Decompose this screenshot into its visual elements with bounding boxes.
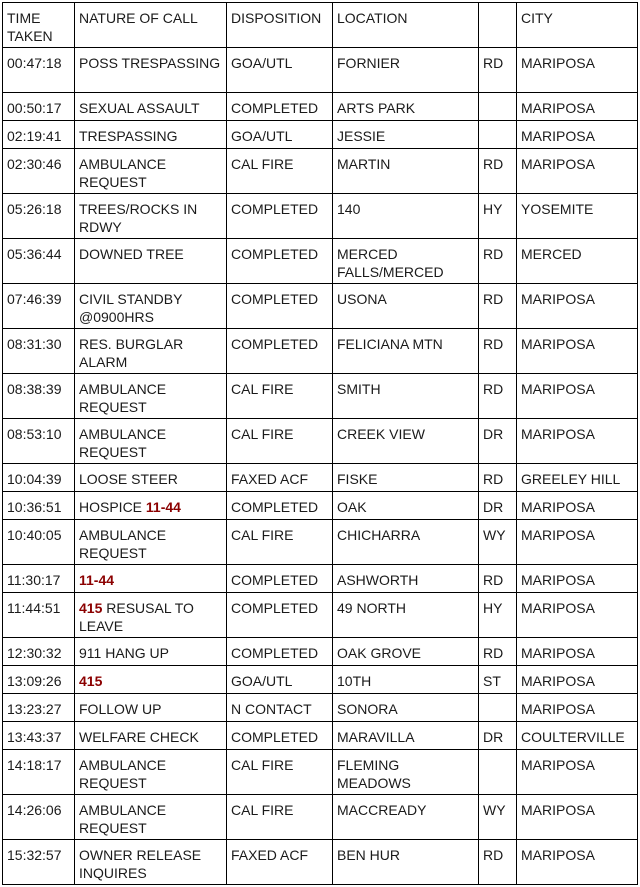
cell-suffix <box>479 694 517 722</box>
cell-city: MARIPOSA <box>517 492 638 520</box>
table-row <box>3 464 638 492</box>
header-time: TIME TAKEN <box>3 3 75 48</box>
cell-city: MARIPOSA <box>517 93 638 121</box>
cell-city: MARIPOSA <box>517 840 638 885</box>
cell-city: GREELEY HILL <box>517 464 638 492</box>
cell-nature: FOLLOW UP <box>75 694 227 722</box>
cell-time: 10:04:39 <box>3 464 75 492</box>
cell-city: MARIPOSA <box>517 121 638 149</box>
call-rows <box>3 48 638 885</box>
cell-location: SMITH <box>333 374 479 419</box>
cell-location: MACCREADY <box>333 795 479 840</box>
cell-time: 14:18:17 <box>3 750 75 795</box>
cell-time: 11:30:17 <box>3 565 75 593</box>
table-row <box>3 329 638 374</box>
cell-suffix: RD <box>479 149 517 194</box>
cell-nature: DOWNED TREE <box>75 239 227 284</box>
cell-suffix: RD <box>479 239 517 284</box>
cell-disposition: GOA/UTL <box>227 666 333 694</box>
cell-nature <box>75 492 227 520</box>
cell-nature <box>75 593 227 638</box>
table-row <box>3 638 638 666</box>
cell-suffix: WY <box>479 520 517 565</box>
cell-disposition: FAXED ACF <box>227 464 333 492</box>
header-city: CITY <box>517 3 638 48</box>
table-row <box>3 593 638 638</box>
cell-location: BEN HUR <box>333 840 479 885</box>
table-row <box>3 565 638 593</box>
cell-time: 10:36:51 <box>3 492 75 520</box>
cell-disposition: CAL FIRE <box>227 149 333 194</box>
cell-location: JESSIE <box>333 121 479 149</box>
cell-location: ARTS PARK <box>333 93 479 121</box>
cell-suffix: WY <box>479 795 517 840</box>
cell-disposition: COMPLETED <box>227 492 333 520</box>
cell-city: MARIPOSA <box>517 374 638 419</box>
cell-suffix <box>479 750 517 795</box>
cell-time: 00:50:17 <box>3 93 75 121</box>
cell-suffix: RD <box>479 48 517 93</box>
cell-suffix: HY <box>479 593 517 638</box>
cell-suffix: RD <box>479 565 517 593</box>
cell-location: ASHWORTH <box>333 565 479 593</box>
cell-city: MARIPOSA <box>517 149 638 194</box>
cell-nature: 911 HANG UP <box>75 638 227 666</box>
table-row <box>3 722 638 750</box>
cell-time: 13:09:26 <box>3 666 75 694</box>
cell-disposition: COMPLETED <box>227 329 333 374</box>
cell-nature: CIVIL STANDBY @0900HRS <box>75 284 227 329</box>
table-row <box>3 121 638 149</box>
cell-city: MARIPOSA <box>517 329 638 374</box>
cell-nature: AMBULANCE REQUEST <box>75 520 227 565</box>
table-row <box>3 795 638 840</box>
cell-nature: RES. BURGLAR ALARM <box>75 329 227 374</box>
cell-nature: AMBULANCE REQUEST <box>75 374 227 419</box>
cell-disposition: N CONTACT <box>227 694 333 722</box>
cell-nature: POSS TRESPASSING <box>75 48 227 93</box>
call-code: 11-44 <box>79 572 115 588</box>
cell-location: SONORA <box>333 694 479 722</box>
table-row <box>3 492 638 520</box>
cell-time: 05:26:18 <box>3 194 75 239</box>
cell-time: 15:32:57 <box>3 840 75 885</box>
cell-disposition: COMPLETED <box>227 239 333 284</box>
table-row <box>3 419 638 464</box>
cell-city: MARIPOSA <box>517 694 638 722</box>
cell-time: 12:30:32 <box>3 638 75 666</box>
cell-time: 11:44:51 <box>3 593 75 638</box>
cell-suffix: RD <box>479 840 517 885</box>
call-code: 11-44 <box>145 499 181 515</box>
table-row <box>3 239 638 284</box>
call-log-table <box>2 2 638 885</box>
cell-disposition: CAL FIRE <box>227 374 333 419</box>
cell-city: MARIPOSA <box>517 666 638 694</box>
cell-location: OAK GROVE <box>333 638 479 666</box>
table-row <box>3 694 638 722</box>
header-location: LOCATION <box>333 3 479 48</box>
cell-city: MARIPOSA <box>517 419 638 464</box>
cell-disposition: CAL FIRE <box>227 795 333 840</box>
cell-city: MARIPOSA <box>517 638 638 666</box>
cell-nature: TRESPASSING <box>75 121 227 149</box>
cell-time: 08:38:39 <box>3 374 75 419</box>
cell-location: CHICHARRA <box>333 520 479 565</box>
cell-suffix: ST <box>479 666 517 694</box>
cell-disposition: CAL FIRE <box>227 419 333 464</box>
cell-nature: TREES/ROCKS IN RDWY <box>75 194 227 239</box>
header-disposition: DISPOSITION <box>227 3 333 48</box>
cell-nature: OWNER RELEASE INQUIRES <box>75 840 227 885</box>
cell-time: 10:40:05 <box>3 520 75 565</box>
table-row <box>3 284 638 329</box>
call-code: 415 <box>79 600 103 616</box>
cell-city: MARIPOSA <box>517 48 638 93</box>
table-row <box>3 149 638 194</box>
cell-disposition: COMPLETED <box>227 722 333 750</box>
cell-city: MARIPOSA <box>517 520 638 565</box>
cell-suffix <box>479 93 517 121</box>
cell-city: MARIPOSA <box>517 284 638 329</box>
cell-disposition: GOA/UTL <box>227 48 333 93</box>
cell-disposition: COMPLETED <box>227 194 333 239</box>
cell-location: FORNIER <box>333 48 479 93</box>
cell-time: 05:36:44 <box>3 239 75 284</box>
cell-suffix <box>479 121 517 149</box>
table-row <box>3 520 638 565</box>
cell-time: 08:31:30 <box>3 329 75 374</box>
cell-nature: WELFARE CHECK <box>75 722 227 750</box>
nature-text: HOSPICE <box>79 499 146 515</box>
table-row <box>3 840 638 885</box>
table-row <box>3 194 638 239</box>
cell-city: MERCED <box>517 239 638 284</box>
cell-location: FLEMING MEADOWS <box>333 750 479 795</box>
cell-suffix: RD <box>479 284 517 329</box>
cell-time: 08:53:10 <box>3 419 75 464</box>
cell-suffix: DR <box>479 722 517 750</box>
cell-time: 00:47:18 <box>3 48 75 93</box>
nature-text: RESUSAL TO LEAVE <box>79 600 198 634</box>
cell-suffix: RD <box>479 329 517 374</box>
cell-disposition: FAXED ACF <box>227 840 333 885</box>
cell-time: 13:43:37 <box>3 722 75 750</box>
cell-location: 10TH <box>333 666 479 694</box>
cell-city: COULTERVILLE <box>517 722 638 750</box>
cell-city: MARIPOSA <box>517 565 638 593</box>
cell-disposition: COMPLETED <box>227 93 333 121</box>
cell-location: FISKE <box>333 464 479 492</box>
cell-location: MERCED FALLS/MERCED <box>333 239 479 284</box>
cell-disposition: COMPLETED <box>227 284 333 329</box>
header-suffix <box>479 3 517 48</box>
cell-suffix: DR <box>479 492 517 520</box>
cell-disposition: COMPLETED <box>227 638 333 666</box>
cell-suffix: RD <box>479 638 517 666</box>
cell-time: 07:46:39 <box>3 284 75 329</box>
cell-nature: AMBULANCE REQUEST <box>75 149 227 194</box>
table-row <box>3 93 638 121</box>
cell-suffix: HY <box>479 194 517 239</box>
cell-nature: AMBULANCE REQUEST <box>75 419 227 464</box>
cell-location: OAK <box>333 492 479 520</box>
cell-time: 13:23:27 <box>3 694 75 722</box>
cell-time: 02:30:46 <box>3 149 75 194</box>
cell-time: 14:26:06 <box>3 795 75 840</box>
table-row <box>3 374 638 419</box>
cell-time: 02:19:41 <box>3 121 75 149</box>
cell-nature: AMBULANCE REQUEST <box>75 750 227 795</box>
cell-location: MARAVILLA <box>333 722 479 750</box>
cell-nature: LOOSE STEER <box>75 464 227 492</box>
cell-disposition: COMPLETED <box>227 593 333 638</box>
cell-location: 140 <box>333 194 479 239</box>
cell-city: MARIPOSA <box>517 795 638 840</box>
cell-nature: SEXUAL ASSAULT <box>75 93 227 121</box>
cell-city: YOSEMITE <box>517 194 638 239</box>
table-row <box>3 48 638 93</box>
cell-disposition: GOA/UTL <box>227 121 333 149</box>
cell-location: USONA <box>333 284 479 329</box>
cell-nature <box>75 666 227 694</box>
cell-disposition: COMPLETED <box>227 565 333 593</box>
cell-disposition: CAL FIRE <box>227 520 333 565</box>
cell-disposition: CAL FIRE <box>227 750 333 795</box>
call-code: 415 <box>79 673 103 689</box>
cell-location: FELICIANA MTN <box>333 329 479 374</box>
header-row <box>3 3 638 48</box>
cell-suffix: RD <box>479 374 517 419</box>
cell-nature: AMBULANCE REQUEST <box>75 795 227 840</box>
cell-suffix: RD <box>479 464 517 492</box>
table-row <box>3 666 638 694</box>
cell-location: 49 NORTH <box>333 593 479 638</box>
cell-suffix: DR <box>479 419 517 464</box>
cell-city: MARIPOSA <box>517 750 638 795</box>
cell-location: CREEK VIEW <box>333 419 479 464</box>
cell-nature <box>75 565 227 593</box>
header-nature: NATURE OF CALL <box>75 3 227 48</box>
cell-city: MARIPOSA <box>517 593 638 638</box>
cell-location: MARTIN <box>333 149 479 194</box>
table-row <box>3 750 638 795</box>
